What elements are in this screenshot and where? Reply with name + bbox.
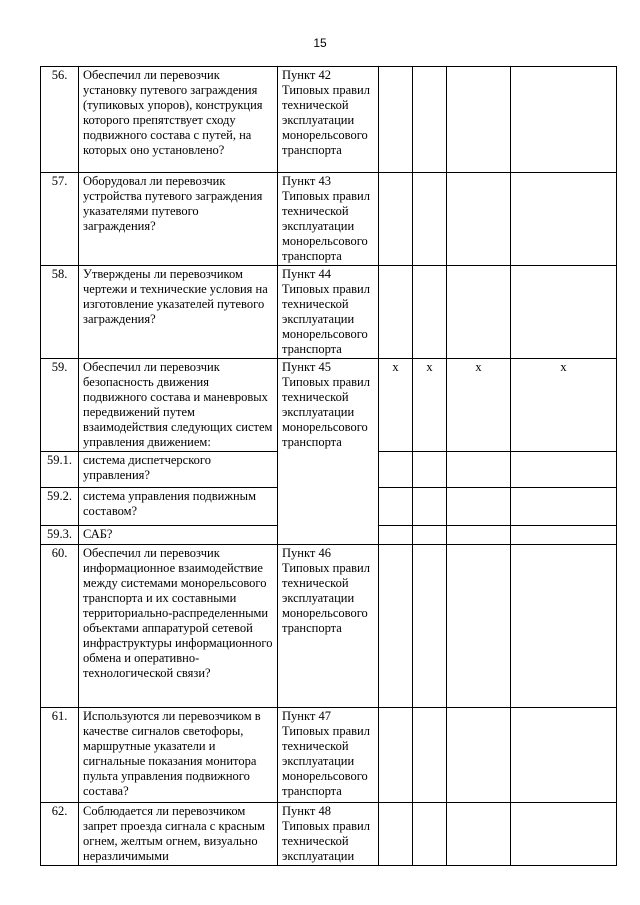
not-applicable-cell[interactable] — [447, 803, 511, 866]
table-row — [41, 545, 617, 708]
question-text: Утверждены ли перевозчиком чертежи и технические условия на изготовление указателей путевого заграждения? — [79, 266, 278, 359]
answer-yes-cell[interactable] — [379, 266, 413, 359]
question-text: система диспетчерского управления? — [79, 452, 278, 488]
checklist-table — [40, 66, 617, 866]
answer-no-cell[interactable] — [413, 545, 447, 708]
note-cell[interactable] — [511, 173, 617, 266]
note-cell[interactable]: x — [511, 359, 617, 452]
table-row — [41, 803, 617, 866]
note-cell[interactable] — [511, 708, 617, 803]
question-text: САБ? — [79, 526, 278, 545]
table-row — [41, 67, 617, 173]
answer-no-cell[interactable] — [413, 708, 447, 803]
table-row — [41, 266, 617, 359]
answer-yes-cell[interactable] — [379, 803, 413, 866]
page-number: 15 — [313, 36, 327, 50]
row-number: 59.1. — [41, 452, 79, 488]
answer-no-cell[interactable] — [413, 452, 447, 488]
row-number: 58. — [41, 266, 79, 359]
question-text: система управления подвижным составом? — [79, 488, 278, 526]
not-applicable-cell[interactable] — [447, 173, 511, 266]
table-row — [41, 359, 617, 452]
not-applicable-cell[interactable] — [447, 488, 511, 526]
note-cell[interactable] — [511, 452, 617, 488]
answer-no-cell[interactable] — [413, 67, 447, 173]
legal-reference: Пункт 44 Типовых правил технической эксплуатации монорельсового транспорта — [278, 266, 379, 359]
row-number: 59.2. — [41, 488, 79, 526]
not-applicable-cell[interactable] — [447, 452, 511, 488]
question-text: Соблюдается ли перевозчиком запрет проезда сигнала с красным огнем, желтым огнем, визуально неразличимыми — [79, 803, 278, 866]
answer-no-cell[interactable] — [413, 266, 447, 359]
note-cell[interactable] — [511, 526, 617, 545]
answer-yes-cell[interactable] — [379, 526, 413, 545]
not-applicable-cell[interactable] — [447, 545, 511, 708]
answer-yes-cell[interactable] — [379, 67, 413, 173]
answer-no-cell[interactable] — [413, 526, 447, 545]
answer-yes-cell[interactable] — [379, 452, 413, 488]
question-text: Обеспечил ли перевозчик установку путевого заграждения (тупиковых упоров), конструкция которого препятствует сходу подвижного состава с путей, на которых оно установлено? — [79, 67, 278, 173]
note-cell[interactable] — [511, 488, 617, 526]
table-row — [41, 708, 617, 803]
not-applicable-cell[interactable]: x — [447, 359, 511, 452]
row-number: 60. — [41, 545, 79, 708]
answer-yes-cell[interactable] — [379, 708, 413, 803]
answer-yes-cell[interactable] — [379, 488, 413, 526]
question-text: Обеспечил ли перевозчик информационное взаимодействие между системами монорельсового транспорта и их составными территориально-распределенными объектами аппаратурой сетевой инфраструктуры информационного обмена и оперативно-технологической связи? — [79, 545, 278, 708]
answer-no-cell[interactable] — [413, 488, 447, 526]
not-applicable-cell[interactable] — [447, 526, 511, 545]
question-text: Используются ли перевозчиком в качестве сигналов светофоры, маршрутные указатели и сигнальные показания монитора пульта управления подвижного состава? — [79, 708, 278, 803]
answer-no-cell[interactable]: x — [413, 359, 447, 452]
not-applicable-cell[interactable] — [447, 67, 511, 173]
row-number: 62. — [41, 803, 79, 866]
note-cell[interactable] — [511, 266, 617, 359]
not-applicable-cell[interactable] — [447, 266, 511, 359]
row-number: 59.3. — [41, 526, 79, 545]
question-text: Оборудовал ли перевозчик устройства путевого заграждения указателями путевого заграждения? — [79, 173, 278, 266]
row-number: 61. — [41, 708, 79, 803]
legal-reference: Пункт 48 Типовых правил технической эксплуатации — [278, 803, 379, 866]
row-number: 59. — [41, 359, 79, 452]
answer-yes-cell[interactable] — [379, 173, 413, 266]
row-number: 57. — [41, 173, 79, 266]
table-row — [41, 173, 617, 266]
legal-reference: Пункт 43 Типовых правил технической эксплуатации монорельсового транспорта — [278, 173, 379, 266]
legal-reference: Пункт 42 Типовых правил технической эксплуатации монорельсового транспорта — [278, 67, 379, 173]
answer-no-cell[interactable] — [413, 173, 447, 266]
note-cell[interactable] — [511, 545, 617, 708]
note-cell[interactable] — [511, 803, 617, 866]
legal-reference: Пункт 47 Типовых правил технической эксплуатации монорельсового транспорта — [278, 708, 379, 803]
answer-yes-cell[interactable]: x — [379, 359, 413, 452]
row-number: 56. — [41, 67, 79, 173]
note-cell[interactable] — [511, 67, 617, 173]
legal-reference: Пункт 45 Типовых правил технической эксплуатации монорельсового транспорта — [278, 359, 379, 545]
answer-no-cell[interactable] — [413, 803, 447, 866]
legal-reference: Пункт 46 Типовых правил технической эксплуатации монорельсового транспорта — [278, 545, 379, 708]
not-applicable-cell[interactable] — [447, 708, 511, 803]
question-text: Обеспечил ли перевозчик безопасность движения подвижного состава и маневровых передвижений путем взаимодействия следующих систем управления движением: — [79, 359, 278, 452]
answer-yes-cell[interactable] — [379, 545, 413, 708]
